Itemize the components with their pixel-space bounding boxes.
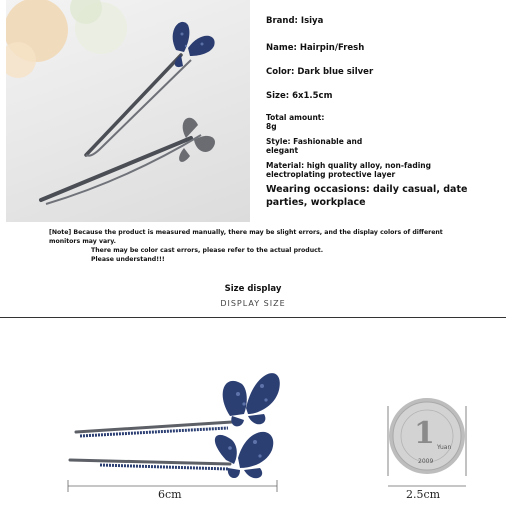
coin-number: 1	[414, 416, 435, 451]
size-diagram	[0, 318, 506, 512]
spec-brand: Brand: Isiya	[266, 16, 324, 26]
note-line3: Please understand!!!	[91, 256, 165, 263]
spec-amount-value: 8g	[266, 122, 277, 131]
note-line2: There may be color cast errors, please refer to the actual product.	[91, 247, 324, 254]
size-display-title: Size display	[224, 284, 282, 294]
coin-diameter-label: 2.5cm	[406, 488, 441, 501]
spec-style-line2: elegant	[266, 146, 299, 155]
spec-style-line1: Style: Fashionable and	[266, 137, 363, 146]
spec-size: Size: 6x1.5cm	[266, 91, 333, 101]
length-label: 6cm	[158, 488, 182, 501]
spec-amount-label: Total amount:	[266, 113, 325, 122]
product-photo-illustration	[6, 0, 250, 222]
coin-unit: Yuan	[437, 444, 452, 451]
size-display-area	[0, 318, 506, 512]
disclaimer-note	[49, 228, 469, 264]
spec-material-line1: Material: high quality alloy, non-fading	[266, 161, 431, 170]
size-display-subtitle: DISPLAY SIZE	[220, 299, 286, 308]
spec-occasions-line1: Wearing occasions: daily casual, date	[266, 184, 468, 195]
product-photo	[6, 0, 250, 222]
spec-occasions-line2: parties, workplace	[266, 197, 366, 208]
spec-color: Color: Dark blue silver	[266, 67, 374, 77]
spec-name: Name: Hairpin/Fresh	[266, 43, 365, 53]
spec-material-line2: electroplating protective layer	[266, 170, 396, 179]
note-line1: [Note] Because the product is measured manually, there may be slight errors, and the display colors of different monitors may vary.	[49, 229, 443, 245]
coin-year: 2009	[418, 458, 434, 465]
